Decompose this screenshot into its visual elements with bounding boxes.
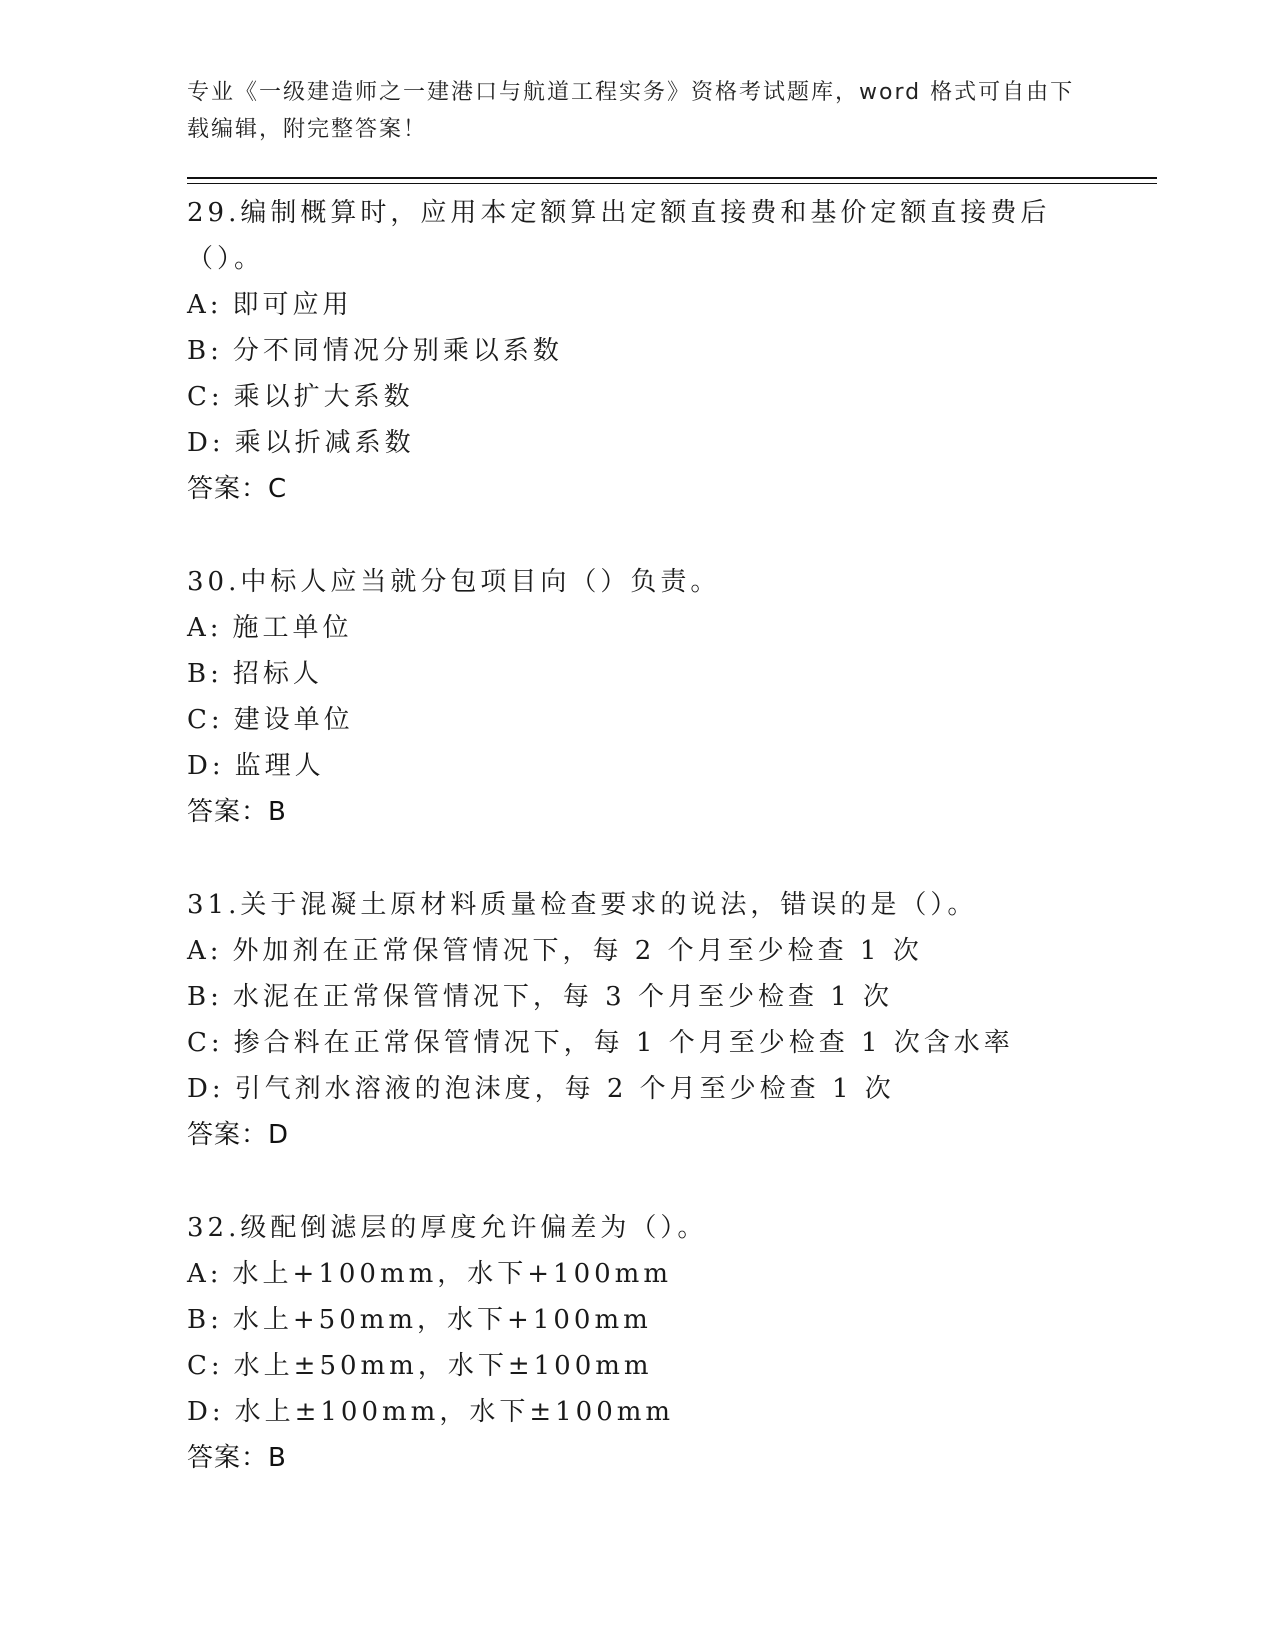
option-text: 乘以折减系数 xyxy=(234,428,415,458)
option-d xyxy=(187,420,1107,466)
option-b xyxy=(187,651,1107,697)
question-stem: 32.级配倒滤层的厚度允许偏差为（）。 xyxy=(187,1213,708,1243)
option-text: 乘以扩大系数 xyxy=(233,382,414,412)
option-text: 施工单位 xyxy=(232,613,353,643)
option-key: A: xyxy=(187,613,223,643)
option-text: 外加剂在正常保管情况下，每 2 个月至少检查 1 次 xyxy=(232,936,923,966)
option-key: D: xyxy=(187,1074,225,1104)
option-c xyxy=(187,697,1107,743)
answer-text: 答案：B xyxy=(187,797,287,827)
option-text: 水泥在正常保管情况下，每 3 个月至少检查 1 次 xyxy=(232,982,894,1012)
option-key: D: xyxy=(187,428,225,458)
option-d xyxy=(187,743,1107,789)
question-31 xyxy=(187,882,1107,1158)
option-b xyxy=(187,974,1107,1020)
option-text: 招标人 xyxy=(232,659,323,689)
question-stem: 30.中标人应当就分包项目向（）负责。 xyxy=(187,567,721,597)
option-key: B: xyxy=(187,336,223,366)
option-text: 掺合料在正常保管情况下，每 1 个月至少检查 1 次含水率 xyxy=(233,1028,1014,1058)
option-b xyxy=(187,328,1107,374)
option-text: 分不同情况分别乘以系数 xyxy=(232,336,563,366)
question-29 xyxy=(187,190,1107,512)
option-a xyxy=(187,1251,1107,1297)
option-key: B: xyxy=(187,1305,223,1335)
answer-text: 答案：C xyxy=(187,474,288,504)
option-key: C: xyxy=(187,1028,224,1058)
option-key: C: xyxy=(187,705,224,735)
option-key: B: xyxy=(187,982,223,1012)
answer-text: 答案：D xyxy=(187,1120,290,1150)
option-a xyxy=(187,605,1107,651)
option-key: D: xyxy=(187,1397,225,1427)
question-stem: 29.编制概算时，应用本定额算出定额直接费和基价定额直接费后（）。 xyxy=(187,198,1051,274)
question-list xyxy=(187,190,1107,1528)
header-rule-thin xyxy=(187,183,1157,184)
header-rule-thick xyxy=(187,177,1157,179)
option-key: C: xyxy=(187,382,224,412)
option-c xyxy=(187,1343,1107,1389)
option-key: C: xyxy=(187,1351,224,1381)
option-text: 引气剂水溶液的泡沫度，每 2 个月至少检查 1 次 xyxy=(234,1074,895,1104)
option-key: B: xyxy=(187,659,223,689)
question-32 xyxy=(187,1205,1107,1481)
option-text: 水上+100mm，水下+100mm xyxy=(232,1259,672,1289)
option-text: 水上±100mm，水下±100mm xyxy=(234,1397,675,1427)
question-30 xyxy=(187,559,1107,835)
option-text: 水上±50mm，水下±100mm xyxy=(233,1351,653,1381)
option-d xyxy=(187,1389,1107,1435)
option-key: A: xyxy=(187,290,223,320)
option-text: 监理人 xyxy=(234,751,325,781)
option-a xyxy=(187,282,1107,328)
option-text: 即可应用 xyxy=(232,290,353,320)
answer-text: 答案：B xyxy=(187,1443,287,1473)
option-key: A: xyxy=(187,936,223,966)
option-key: D: xyxy=(187,751,225,781)
option-text: 建设单位 xyxy=(233,705,354,735)
option-d xyxy=(187,1066,1107,1112)
document-header: 专业《一级建造师之一建港口与航道工程实务》资格考试题库，word 格式可自由下载编辑，附完整答案！ xyxy=(187,80,1075,142)
option-c xyxy=(187,374,1107,420)
option-c xyxy=(187,1020,1107,1066)
option-key: A: xyxy=(187,1259,223,1289)
question-stem: 31.关于混凝土原材料质量检查要求的说法，错误的是（）。 xyxy=(187,890,978,920)
option-b xyxy=(187,1297,1107,1343)
option-text: 水上+50mm，水下+100mm xyxy=(232,1305,652,1335)
option-a xyxy=(187,928,1107,974)
